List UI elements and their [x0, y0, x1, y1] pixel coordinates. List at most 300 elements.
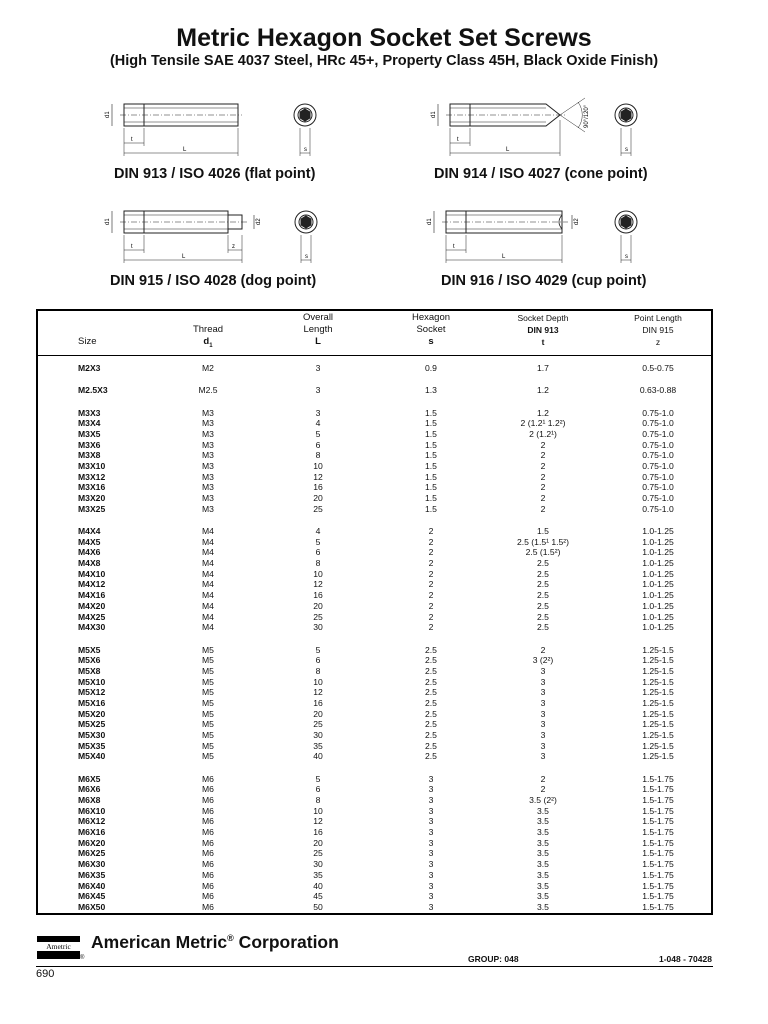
cell-point: 0.75-1.0	[642, 439, 674, 450]
cell-size: M4X20	[78, 600, 106, 611]
cell-length: 12	[313, 471, 323, 482]
page-subtitle: (High Tensile SAE 4037 Steel, HRc 45+, Property Class 45H, Black Oxide Finish)	[109, 53, 659, 69]
cell-depth: 2.5	[537, 590, 549, 601]
cell-hex: 1.5	[425, 418, 437, 429]
cell-point: 1.0-1.25	[642, 558, 674, 569]
cell-hex: 3	[428, 816, 434, 827]
d1-label: d1	[427, 218, 433, 225]
cell-thread: M5	[202, 697, 214, 708]
table-row	[38, 881, 711, 892]
d2-label: d2	[256, 218, 262, 225]
cell-hex: 2.5	[425, 665, 437, 676]
cell-depth: 2.5	[537, 568, 549, 579]
cell-hex: 3	[428, 837, 434, 848]
cell-hex: 3	[428, 859, 434, 870]
cell-point: 1.25-1.5	[642, 708, 674, 719]
header-hex-label-2: Socket	[416, 324, 446, 335]
row-group-spacer	[38, 396, 711, 408]
cell-hex: 2.5	[425, 655, 437, 666]
cell-point: 1.0-1.25	[642, 536, 674, 547]
cell-thread: M2.5	[198, 385, 218, 396]
cell-thread: M6	[202, 805, 214, 816]
cell-depth: 2	[540, 461, 546, 471]
header-thread-symbol: d	[203, 336, 210, 347]
cell-depth: 3.5 (2²)	[529, 795, 557, 806]
row-group-spacer	[38, 762, 711, 774]
header-point-label-2: DIN 915	[642, 325, 674, 335]
cell-point: 1.25-1.5	[642, 665, 674, 676]
cell-point: 1.0-1.25	[642, 547, 674, 558]
cell-thread: M3	[202, 407, 214, 418]
cell-size: M3X25	[78, 503, 106, 514]
table-row	[38, 504, 711, 515]
header-depth-label-1: Socket Depth	[517, 313, 569, 323]
cell-point: 1.25-1.5	[642, 687, 674, 698]
cell-thread: M3	[202, 482, 214, 493]
dog-point-caption: DIN 915 / ISO 4028 (dog point)	[110, 273, 317, 289]
cell-length: 16	[313, 590, 323, 601]
cell-length: 16	[313, 827, 323, 838]
table-row	[38, 709, 711, 720]
row-group-spacer	[38, 514, 711, 526]
table-row	[38, 870, 711, 881]
cell-depth: 3.5	[537, 859, 549, 870]
cell-point: 1.5-1.75	[642, 795, 674, 806]
table-body	[38, 363, 711, 913]
table-row	[38, 827, 711, 838]
cell-hex: 2.5	[425, 708, 437, 719]
page-number: 690	[36, 968, 55, 980]
cell-depth: 2.5	[537, 611, 549, 622]
header-size	[78, 336, 114, 348]
cell-depth: 1.2	[537, 407, 549, 418]
table-row	[38, 385, 711, 396]
cell-thread: M5	[202, 751, 214, 762]
cell-length: 20	[313, 837, 323, 848]
cell-size: M5X12	[78, 687, 106, 698]
cell-size: M6X40	[78, 880, 106, 891]
cell-size: M6X8	[78, 795, 101, 806]
ametric-logo	[37, 936, 80, 959]
cell-thread: M4	[202, 536, 214, 547]
table-row	[38, 730, 711, 741]
cell-hex: 2	[428, 622, 434, 633]
cell-length: 3	[315, 363, 321, 373]
cell-hex: 2	[428, 600, 434, 611]
cell-length: 6	[315, 547, 321, 558]
cell-point: 0.63-0.88	[639, 385, 677, 396]
cell-point: 1.5-1.75	[642, 859, 674, 870]
cell-thread: M6	[202, 869, 214, 880]
header-depth-label-2: DIN 913	[527, 325, 559, 335]
cell-point: 1.25-1.5	[642, 719, 674, 730]
cell-hex: 2	[428, 558, 434, 569]
cell-hex: 1.5	[425, 471, 437, 482]
cell-thread: M6	[202, 816, 214, 827]
part-number: 1-048 - 70428	[659, 954, 712, 964]
cell-size: M6X45	[78, 891, 106, 902]
cell-size: M5X30	[78, 730, 106, 740]
cell-hex: 3	[428, 827, 434, 838]
cell-hex: 3	[428, 773, 434, 784]
header-length	[283, 312, 353, 348]
group-number: GROUP: 048	[468, 954, 519, 964]
table-row	[38, 429, 711, 440]
cell-length: 5	[315, 644, 321, 655]
cell-hex: 0.9	[425, 363, 437, 373]
cell-size: M6X50	[78, 901, 106, 912]
footer-rule	[36, 966, 713, 967]
table-row	[38, 774, 711, 785]
cell-thread: M3	[202, 450, 214, 461]
table-row	[38, 601, 711, 612]
cell-thread: M6	[202, 784, 214, 795]
cell-depth: 2.5 (1.5²)	[525, 547, 561, 558]
cell-thread: M3	[202, 493, 214, 504]
cell-size: M4X16	[78, 590, 106, 601]
cell-point: 0.75-1.0	[642, 482, 674, 493]
table-row	[38, 579, 711, 590]
cell-size: M5X10	[78, 676, 106, 687]
cell-hex: 2.5	[425, 740, 437, 751]
cell-size: M3X20	[78, 493, 106, 504]
cell-depth: 3 (2²)	[532, 655, 554, 666]
cell-point: 1.5-1.75	[642, 891, 674, 902]
cell-hex: 3	[428, 891, 434, 902]
cell-depth: 2	[540, 482, 546, 493]
cell-thread: M4	[202, 526, 214, 537]
s-label: s	[625, 254, 628, 260]
header-size-label: Size	[78, 336, 97, 347]
cell-length: 45	[313, 891, 323, 902]
cell-size: M6X35	[78, 869, 106, 880]
table-row	[38, 859, 711, 870]
cell-point: 1.25-1.5	[642, 740, 674, 751]
dog-point-drawing	[98, 203, 330, 269]
d1-label: d1	[431, 111, 437, 118]
cell-hex: 2.5	[425, 687, 437, 698]
cell-hex: 1.5	[425, 428, 437, 439]
cell-thread: M4	[202, 547, 214, 558]
cell-hex: 3	[428, 848, 434, 859]
table-row	[38, 408, 711, 419]
cell-length: 8	[315, 558, 321, 569]
cell-size: M3X16	[78, 482, 106, 493]
table-row	[38, 526, 711, 537]
cell-hex: 2.5	[425, 719, 437, 730]
table-row	[38, 741, 711, 752]
cell-depth: 3	[540, 665, 546, 676]
table-row	[38, 547, 711, 558]
cell-point: 1.5-1.75	[642, 827, 674, 838]
cell-depth: 3.5	[537, 827, 549, 838]
cell-length: 5	[315, 773, 321, 784]
cell-thread: M6	[202, 848, 214, 859]
table-row	[38, 645, 711, 656]
l-label: L	[506, 147, 510, 153]
cell-depth: 3.5	[537, 816, 549, 827]
table-row	[38, 806, 711, 817]
cell-point: 0.75-1.0	[642, 418, 674, 429]
cell-hex: 2	[428, 547, 434, 558]
cell-size: M4X30	[78, 622, 106, 633]
cell-hex: 2	[428, 568, 434, 579]
cell-point: 1.25-1.5	[642, 751, 674, 762]
cell-hex: 2.5	[425, 730, 437, 740]
logo-text: Ametric	[37, 942, 80, 951]
cell-length: 40	[313, 751, 323, 762]
cell-point: 1.25-1.5	[642, 697, 674, 708]
cell-thread: M6	[202, 891, 214, 902]
cell-depth: 3	[540, 687, 546, 698]
cell-depth: 3	[540, 740, 546, 751]
cell-thread: M3	[202, 439, 214, 450]
cell-size: M6X12	[78, 816, 106, 827]
cell-length: 8	[315, 450, 321, 461]
s-label: s	[305, 254, 308, 260]
page-title: Metric Hexagon Socket Set Screws	[176, 24, 592, 52]
cell-length: 8	[315, 795, 321, 806]
cell-length: 20	[313, 708, 323, 719]
cell-point: 1.0-1.25	[642, 579, 674, 590]
cell-length: 25	[313, 848, 323, 859]
cell-point: 1.5-1.75	[642, 816, 674, 827]
cell-thread: M4	[202, 579, 214, 590]
table-row	[38, 569, 711, 580]
cell-depth: 2	[540, 450, 546, 461]
cell-thread: M6	[202, 901, 214, 912]
cell-length: 8	[315, 665, 321, 676]
cell-hex: 2.5	[425, 676, 437, 687]
cell-point: 0.75-1.0	[642, 450, 674, 461]
table-row	[38, 558, 711, 569]
d2-label: d2	[574, 218, 580, 225]
table-row	[38, 666, 711, 677]
cell-length: 25	[313, 611, 323, 622]
cell-size: M5X5	[78, 644, 101, 655]
cell-size: M6X16	[78, 827, 106, 838]
cell-length: 20	[313, 600, 323, 611]
cell-hex: 2.5	[425, 751, 437, 762]
cell-depth: 2	[540, 784, 546, 795]
l-label: L	[182, 254, 186, 260]
cell-thread: M5	[202, 708, 214, 719]
table-row	[38, 461, 711, 472]
table-row	[38, 838, 711, 849]
s-label: s	[304, 147, 307, 153]
header-hex	[396, 312, 466, 348]
header-hex-label-1: Hexagon	[411, 312, 451, 323]
cell-size: M3X5	[78, 428, 101, 439]
cell-size: M4X5	[78, 536, 101, 547]
cell-hex: 2	[428, 611, 434, 622]
cup-point-drawing	[424, 203, 654, 269]
cell-size: M5X6	[78, 655, 101, 666]
cell-length: 3	[315, 385, 321, 396]
cell-point: 0.75-1.0	[642, 471, 674, 482]
cell-size: M4X6	[78, 547, 101, 558]
cell-length: 4	[315, 418, 321, 429]
cell-size: M5X20	[78, 708, 106, 719]
header-point	[618, 312, 698, 348]
row-group-spacer	[38, 374, 711, 386]
cell-size: M2.5X3	[78, 385, 108, 396]
table-row	[38, 795, 711, 806]
cell-size: M6X5	[78, 773, 101, 784]
cell-depth: 3.5	[537, 901, 549, 912]
cell-depth: 2	[540, 439, 546, 450]
cell-thread: M6	[202, 859, 214, 870]
header-length-label-2: Length	[303, 324, 333, 335]
cell-thread: M5	[202, 719, 214, 730]
company-name-suffix: Corporation	[233, 932, 339, 952]
cell-thread: M3	[202, 461, 214, 471]
cell-hex: 3	[428, 901, 434, 912]
cell-thread: M6	[202, 880, 214, 891]
cell-length: 30	[313, 622, 323, 633]
cell-depth: 2 (1.2¹)	[529, 428, 557, 439]
cell-point: 1.0-1.25	[642, 590, 674, 601]
cell-length: 35	[313, 869, 323, 880]
cell-depth: 3	[540, 708, 546, 719]
cell-hex: 1.3	[425, 385, 437, 396]
cell-thread: M4	[202, 611, 214, 622]
cell-size: M3X3	[78, 407, 101, 418]
company-name	[91, 932, 339, 953]
cell-thread: M4	[202, 622, 214, 633]
table-row	[38, 493, 711, 504]
cell-point: 1.25-1.5	[642, 676, 674, 687]
row-group-spacer	[38, 633, 711, 645]
cell-depth: 2	[540, 471, 546, 482]
cell-depth: 3	[540, 676, 546, 687]
table-row	[38, 784, 711, 795]
cell-depth: 3.5	[537, 869, 549, 880]
cone-point-drawing	[420, 96, 650, 162]
cell-hex: 1.5	[425, 450, 437, 461]
cell-thread: M5	[202, 730, 214, 740]
cell-length: 10	[313, 568, 323, 579]
table-row	[38, 751, 711, 762]
cell-depth: 2.5	[537, 558, 549, 569]
table-row	[38, 902, 711, 913]
header-point-symbol: z	[655, 337, 661, 347]
table-row	[38, 655, 711, 666]
cell-thread: M2	[202, 363, 214, 373]
cell-thread: M4	[202, 558, 214, 569]
cell-depth: 2.5 (1.5¹ 1.5²)	[516, 536, 570, 547]
cell-size: M6X25	[78, 848, 106, 859]
cell-point: 1.0-1.25	[642, 611, 674, 622]
cell-length: 25	[313, 719, 323, 730]
table-row	[38, 363, 711, 374]
cell-thread: M3	[202, 428, 214, 439]
cell-length: 10	[313, 461, 323, 471]
cell-thread: M4	[202, 568, 214, 579]
cell-length: 50	[313, 901, 323, 912]
cell-size: M6X10	[78, 805, 106, 816]
table-row	[38, 472, 711, 483]
cell-size: M4X10	[78, 568, 106, 579]
header-length-symbol: L	[315, 336, 321, 347]
cup-point-caption: DIN 916 / ISO 4029 (cup point)	[441, 273, 647, 289]
cell-hex: 1.5	[425, 461, 437, 471]
header-length-label-1: Overall	[302, 312, 334, 323]
s-label: s	[625, 147, 628, 153]
table-row	[38, 612, 711, 623]
z-label: z	[232, 244, 235, 250]
table-header	[38, 311, 711, 356]
cell-length: 6	[315, 784, 321, 795]
cell-point: 1.5-1.75	[642, 880, 674, 891]
cell-point: 1.0-1.25	[642, 622, 674, 633]
cell-thread: M4	[202, 590, 214, 601]
header-thread-label: Thread	[192, 324, 224, 335]
cell-hex: 3	[428, 805, 434, 816]
header-hex-symbol: s	[428, 336, 434, 347]
table-row	[38, 590, 711, 601]
cell-point: 1.5-1.75	[642, 805, 674, 816]
cell-depth: 2	[540, 644, 546, 655]
cell-point: 1.0-1.25	[642, 526, 674, 537]
header-point-label-1: Point Length	[634, 313, 682, 323]
cell-thread: M5	[202, 665, 214, 676]
cell-point: 0.75-1.0	[642, 493, 674, 504]
angle-label: 90°/120°	[584, 104, 590, 128]
cell-length: 30	[313, 730, 323, 740]
l-label: L	[183, 147, 187, 153]
table-row	[38, 450, 711, 461]
company-registered-mark: ®	[227, 933, 234, 944]
cell-hex: 2.5	[425, 697, 437, 708]
cell-thread: M4	[202, 600, 214, 611]
cell-point: 1.0-1.25	[642, 568, 674, 579]
cell-thread: M5	[202, 676, 214, 687]
cell-hex: 2.5	[425, 644, 437, 655]
cell-length: 5	[315, 428, 321, 439]
cell-point: 1.5-1.75	[642, 784, 674, 795]
cell-depth: 2	[540, 493, 546, 504]
table-row	[38, 482, 711, 493]
table-row	[38, 891, 711, 902]
t-label: t	[131, 137, 133, 143]
t-label: t	[453, 244, 455, 250]
cell-point: 1.25-1.5	[642, 644, 674, 655]
cell-hex: 1.5	[425, 493, 437, 504]
cell-size: M6X30	[78, 859, 106, 870]
cell-thread: M6	[202, 827, 214, 838]
header-thread-subscript: 1	[209, 342, 213, 349]
cell-depth: 1.5	[537, 526, 549, 537]
company-name-text: American Metric	[91, 932, 228, 952]
table-row	[38, 848, 711, 859]
d1-label: d1	[105, 111, 111, 118]
cell-hex: 1.5	[425, 407, 437, 418]
cell-thread: M6	[202, 773, 214, 784]
cell-hex: 1.5	[425, 482, 437, 493]
table-row	[38, 687, 711, 698]
cell-depth: 3.5	[537, 837, 549, 848]
table-row	[38, 537, 711, 548]
cell-depth: 3	[540, 730, 546, 740]
cell-depth: 3.5	[537, 848, 549, 859]
cell-length: 16	[313, 697, 323, 708]
cell-depth: 2.5	[537, 600, 549, 611]
cell-hex: 2	[428, 590, 434, 601]
cell-depth: 3.5	[537, 880, 549, 891]
cell-depth: 2.5	[537, 622, 549, 633]
cell-point: 1.5-1.75	[642, 848, 674, 859]
